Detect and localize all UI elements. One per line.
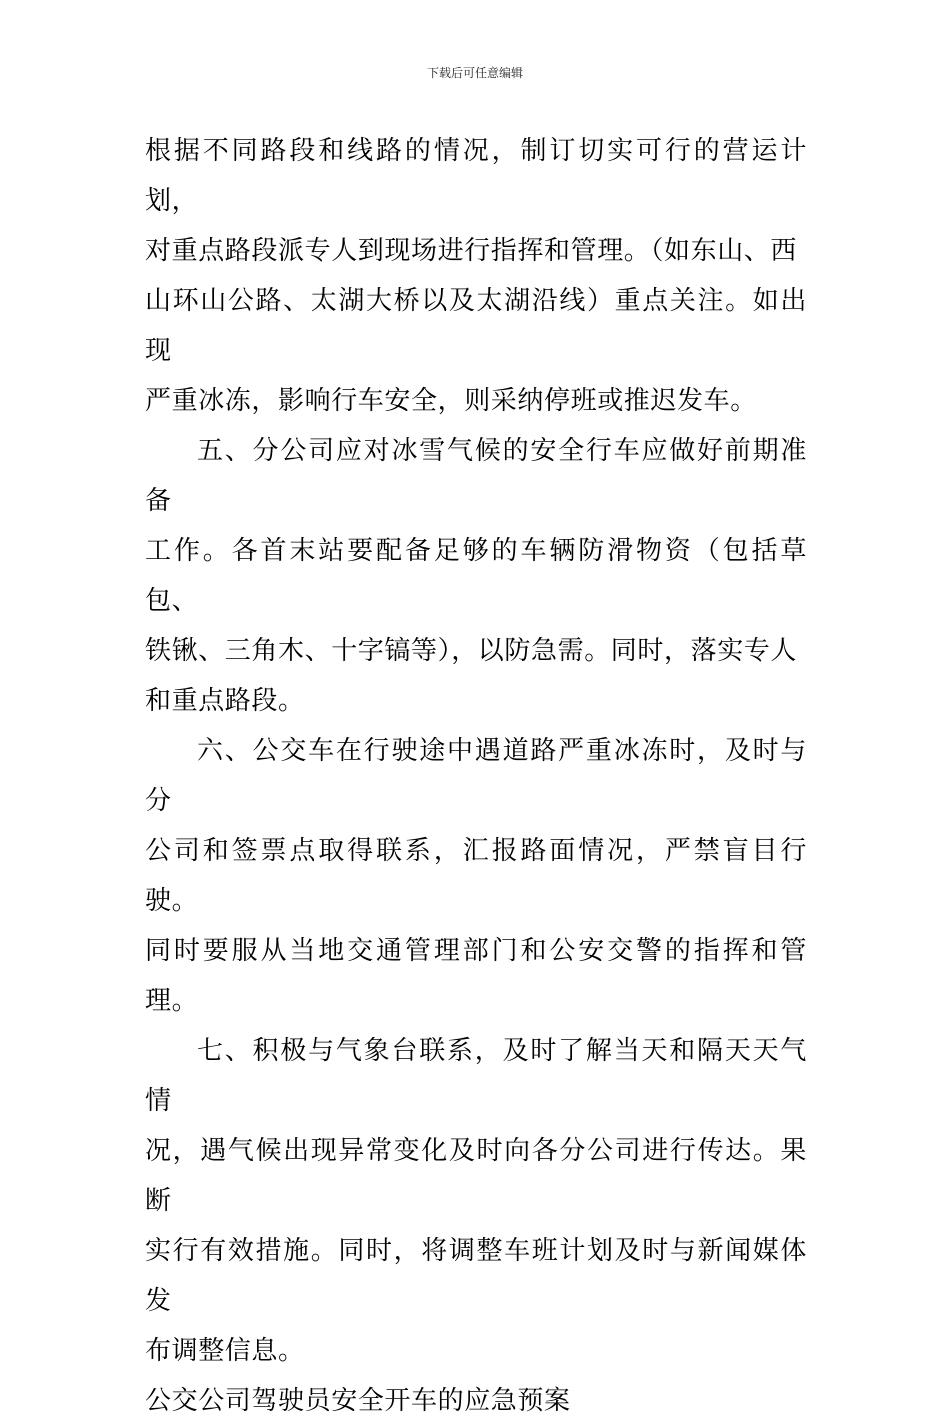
paragraph-item-5: [145, 426, 807, 726]
text-line: 严重冰冻，影响行车安全，则采纳停班或推迟发车。: [145, 386, 757, 416]
paragraph-item-7: [145, 1026, 807, 1376]
text-line: 和重点路段。: [145, 686, 305, 716]
text-line: 实行有效措施。同时，将调整车班计划及时与新闻媒体发: [145, 1236, 807, 1316]
text-line: 工作。各首末站要配备足够的车辆防滑物资（包括草包、: [145, 536, 807, 616]
text-line: 六、公交车在行驶途中遇道路严重冰冻时，及时与分: [145, 736, 807, 816]
text-line: 根据不同路段和线路的情况，制订切实可行的营运计划，: [145, 136, 807, 216]
paragraph-continuation: [145, 126, 807, 426]
page-header: 下载后可任意编辑: [426, 66, 523, 80]
text-line: 公司和签票点取得联系，汇报路面情况，严禁盲目行驶。: [145, 836, 807, 916]
paragraph-item-6: [145, 726, 807, 1026]
text-line: 铁锹、三角木、十字镐等），以防急需。同时，落实专人: [145, 636, 798, 666]
document-body: [145, 126, 807, 1426]
text-line: 五、分公司应对冰雪气候的安全行车应做好前期准备: [145, 436, 807, 516]
text-line: 山环山公路、太湖大桥以及太湖沿线）重点关注。如出现: [145, 286, 807, 366]
text-line: 同时要服从当地交通管理部门和公安交警的指挥和管理。: [145, 936, 807, 1016]
section-heading: 公交公司驾驶员安全开车的应急预案: [145, 1386, 571, 1416]
text-line: 对重点路段派专人到现场进行指挥和管理。（如东山、西: [145, 236, 798, 266]
text-line: 七、积极与气象台联系，及时了解当天和隔天天气情: [145, 1036, 807, 1116]
text-line: 况，遇气候出现异常变化及时向各分公司进行传达。果断: [145, 1136, 807, 1216]
text-line: 布调整信息。: [145, 1336, 305, 1366]
